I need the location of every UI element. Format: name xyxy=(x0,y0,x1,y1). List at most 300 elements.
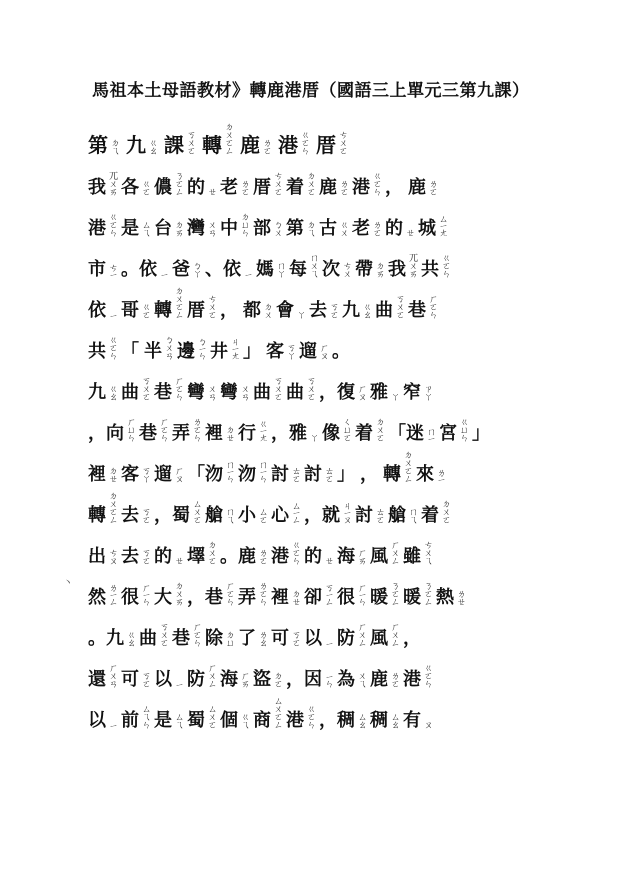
hanzi-glyph: 港 xyxy=(403,669,421,690)
hanzi-glyph: 客 xyxy=(121,464,139,485)
zhuyin-annotation: ㄙㄧㄤ xyxy=(437,213,447,236)
glyph-with-zhuyin xyxy=(388,419,434,445)
zhuyin-annotation: ㄏㄛㄣ xyxy=(191,622,201,646)
glyph-with-zhuyin xyxy=(304,501,350,527)
hanzi-glyph: 沕 xyxy=(238,464,256,485)
hanzi-glyph: 「沕 xyxy=(187,464,223,485)
zhuyin-annotation: ㄧ xyxy=(323,639,333,646)
zhuyin-annotation: ㄨㄟ xyxy=(356,671,366,687)
hanzi-glyph: 。九 xyxy=(88,628,124,649)
glyph-with-zhuyin xyxy=(154,706,182,732)
zhuyin-annotation: ㄌㄠ xyxy=(257,630,267,646)
glyph-with-zhuyin xyxy=(383,450,411,486)
zhuyin-annotation: ㄍㄛㄣ xyxy=(440,253,450,277)
glyph-with-zhuyin xyxy=(154,460,182,486)
hanzi-glyph: 風 xyxy=(370,628,388,649)
glyph-with-zhuyin xyxy=(88,460,116,486)
glyph-with-zhuyin xyxy=(421,499,449,527)
hanzi-glyph: ，雅 xyxy=(271,423,307,444)
hanzi-glyph: 彎 xyxy=(220,382,238,403)
zhuyin-annotation: ㄝ xyxy=(404,228,414,236)
hanzi-glyph: 帶 xyxy=(355,259,373,280)
glyph-with-zhuyin xyxy=(253,171,281,199)
zhuyin-annotation: ㄉㄨㄛㄥ xyxy=(223,122,233,154)
hanzi-glyph: ，向 xyxy=(88,423,124,444)
zhuyin-annotation: ㄌㄝ xyxy=(455,589,465,605)
glyph-with-zhuyin xyxy=(220,542,266,568)
hanzi-glyph: 行 xyxy=(238,423,256,444)
glyph-with-zhuyin xyxy=(253,376,281,404)
hanzi-glyph: 弄 xyxy=(238,587,256,608)
glyph-with-zhuyin xyxy=(421,253,449,281)
hanzi-glyph: 然 xyxy=(88,587,106,608)
zhuyin-annotation: ㄍㄛㄣ xyxy=(371,171,381,195)
glyph-with-zhuyin xyxy=(238,581,266,609)
hanzi-glyph: 轉 xyxy=(88,505,106,526)
zhuyin-annotation: ㄏㄨㄢ xyxy=(107,663,117,687)
glyph-with-zhuyin xyxy=(88,417,134,445)
glyph-with-zhuyin xyxy=(172,622,200,650)
zhuyin-annotation: ㄚ xyxy=(389,392,399,400)
zhuyin-annotation: ㄏㄞ xyxy=(239,671,249,687)
zhuyin-annotation: ㄎㄛ xyxy=(140,507,150,523)
hanzi-glyph: 轉 xyxy=(383,464,401,485)
text-line xyxy=(88,158,538,199)
hanzi-glyph: 」 xyxy=(472,423,490,444)
glyph-with-zhuyin xyxy=(337,583,365,609)
glyph-with-zhuyin xyxy=(88,129,118,158)
hanzi-glyph: 小 xyxy=(238,505,256,526)
text-line xyxy=(88,281,538,322)
hanzi-glyph: ，稠 xyxy=(319,710,355,731)
text-line xyxy=(88,609,538,650)
zhuyin-annotation: ㄙㄨㄛ xyxy=(206,704,216,728)
zhuyin-annotation: ㄫㄨㄞ xyxy=(107,171,117,195)
hanzi-glyph: 半 xyxy=(144,341,162,362)
glyph-with-zhuyin xyxy=(271,624,299,650)
zhuyin-annotation: ㄧ xyxy=(158,270,168,277)
zhuyin-annotation: ㄅㄚ xyxy=(191,261,201,277)
glyph-with-zhuyin xyxy=(370,706,398,732)
hanzi-glyph: 雅 xyxy=(370,382,388,403)
hanzi-glyph: 老 xyxy=(352,218,370,239)
hanzi-glyph: 轉 xyxy=(202,133,222,157)
glyph-with-zhuyin xyxy=(403,540,431,568)
zhuyin-annotation: ㄧ xyxy=(107,311,117,318)
hanzi-glyph: 很 xyxy=(121,587,139,608)
hanzi-glyph: 」 xyxy=(243,341,261,362)
glyph-with-zhuyin xyxy=(177,337,205,363)
lesson-title xyxy=(88,118,538,158)
hanzi-glyph: 港 xyxy=(278,133,298,157)
hanzi-glyph: ，復 xyxy=(319,382,355,403)
zhuyin-annotation: ㄇㄚ xyxy=(275,261,285,277)
zhuyin-annotation: ㄉㄞ xyxy=(173,220,183,236)
hanzi-glyph: 弄 xyxy=(172,423,190,444)
zhuyin-annotation: ㄧ xyxy=(107,721,117,728)
zhuyin-annotation: ㄙㄨㄛㄥ xyxy=(272,696,282,728)
zhuyin-annotation: ㄇㄟ xyxy=(407,507,417,523)
hanzi-glyph: 來 xyxy=(416,464,434,485)
hanzi-glyph: 厝 xyxy=(187,300,205,321)
glyph-with-zhuyin xyxy=(352,171,380,199)
hanzi-glyph: 去 xyxy=(121,546,139,567)
zhuyin-annotation: ㄍㄠ xyxy=(147,138,157,154)
zhuyin-annotation: ㄎㄨㄛ xyxy=(394,294,404,318)
hanzi-glyph: 討 xyxy=(271,464,289,485)
zhuyin-annotation: ㄙㄠ xyxy=(389,712,399,728)
glyph-with-zhuyin xyxy=(304,624,332,650)
hanzi-glyph: 曲 xyxy=(253,382,271,403)
glyph-with-zhuyin xyxy=(304,583,332,609)
glyph-with-zhuyin xyxy=(319,173,347,199)
glyph-with-zhuyin xyxy=(220,665,248,691)
hanzi-glyph: 心 xyxy=(271,505,289,526)
hanzi-glyph: 巷 xyxy=(408,300,426,321)
zhuyin-annotation: ㄨㄢ xyxy=(239,384,249,400)
glyph-with-zhuyin xyxy=(370,665,398,691)
hanzi-glyph: 討 xyxy=(355,505,373,526)
hanzi-glyph: 都 xyxy=(243,300,261,321)
punctuation xyxy=(472,419,490,445)
hanzi-glyph: ，就 xyxy=(304,505,340,526)
zhuyin-annotation: ㄋㄛㄥ xyxy=(422,581,432,605)
punctuation xyxy=(403,624,421,650)
glyph-with-zhuyin xyxy=(388,253,416,281)
zhuyin-annotation: ㄏㄩㄣ xyxy=(125,417,135,441)
glyph-with-zhuyin xyxy=(205,624,233,650)
zhuyin-annotation: ㄍㄠ xyxy=(361,302,371,318)
glyph-with-zhuyin xyxy=(439,417,467,445)
glyph-with-zhuyin xyxy=(187,460,233,486)
zhuyin-annotation: ㄏㄞ xyxy=(356,548,366,564)
zhuyin-annotation: ㄏㄛㄣ xyxy=(158,417,168,441)
punctuation xyxy=(385,173,403,199)
glyph-with-zhuyin xyxy=(238,460,266,486)
glyph-with-zhuyin xyxy=(126,129,156,158)
hanzi-glyph: 以 xyxy=(154,669,172,690)
hanzi-glyph: 共 xyxy=(88,341,106,362)
glyph-with-zhuyin xyxy=(187,663,215,691)
hanzi-glyph: ， xyxy=(385,177,403,198)
glyph-with-zhuyin xyxy=(172,417,200,445)
glyph-with-zhuyin xyxy=(121,255,167,281)
zhuyin-annotation: ㄐㄧㄡ xyxy=(341,500,351,523)
text-line xyxy=(88,240,538,281)
glyph-with-zhuyin xyxy=(187,214,215,240)
hanzi-glyph: 海 xyxy=(220,669,238,690)
stray-mark: 丶 xyxy=(63,578,73,589)
glyph-with-zhuyin xyxy=(121,665,149,691)
glyph-with-zhuyin xyxy=(355,417,383,445)
hanzi-glyph: 的 xyxy=(154,546,172,567)
zhuyin-annotation: ㄉㄨ xyxy=(262,302,272,318)
zhuyin-annotation: ㄉㄨㄛㄥ xyxy=(107,491,117,523)
glyph-with-zhuyin xyxy=(337,622,365,650)
glyph-with-zhuyin xyxy=(304,542,332,568)
glyph-with-zhuyin xyxy=(253,214,281,240)
glyph-with-zhuyin xyxy=(286,376,314,404)
glyph-with-zhuyin xyxy=(370,378,398,404)
zhuyin-annotation: ㄍㄛㄣ xyxy=(107,335,117,359)
hanzi-glyph: 會 xyxy=(276,300,294,321)
hanzi-glyph: 巷 xyxy=(172,628,190,649)
zhuyin-annotation: ㄏㄛㄣ xyxy=(173,376,183,400)
glyph-with-zhuyin xyxy=(187,704,215,732)
glyph-with-zhuyin xyxy=(121,173,149,199)
glyph-with-zhuyin xyxy=(355,255,383,281)
hanzi-glyph: 是 xyxy=(154,710,172,731)
hanzi-glyph: 曲 xyxy=(375,300,393,321)
zhuyin-annotation: ㄏㄨㄥ xyxy=(356,622,366,646)
zhuyin-annotation: ㄉㄨㄛㄥ xyxy=(402,450,412,482)
zhuyin-annotation: ㄚ xyxy=(295,310,305,318)
zhuyin-annotation: ㄍㄟ xyxy=(239,712,249,728)
glyph-with-zhuyin xyxy=(187,540,215,568)
glyph-with-zhuyin xyxy=(403,581,431,609)
glyph-with-zhuyin xyxy=(408,294,436,322)
hanzi-glyph: 討 xyxy=(304,464,322,485)
hanzi-glyph: 「迷 xyxy=(388,423,424,444)
hanzi-glyph: 老 xyxy=(220,177,238,198)
hanzi-glyph: 稠 xyxy=(370,710,388,731)
zhuyin-annotation: ㄇㄟ xyxy=(224,507,234,523)
zhuyin-annotation: ㄅㄧㄣ xyxy=(196,336,206,359)
glyph-with-zhuyin xyxy=(403,663,431,691)
glyph-with-zhuyin xyxy=(286,171,314,199)
zhuyin-annotation: ㄋㄛㄥ xyxy=(389,581,399,605)
glyph-with-zhuyin xyxy=(276,296,304,322)
glyph-with-zhuyin xyxy=(370,622,398,650)
hanzi-glyph: 港 xyxy=(286,710,304,731)
glyph-with-zhuyin xyxy=(370,540,398,568)
zhuyin-annotation: ㄎㄨㄛ xyxy=(272,376,282,400)
hanzi-glyph: 厝 xyxy=(316,133,336,157)
zhuyin-annotation: ㄅㄨㄢ xyxy=(163,335,173,359)
punctuation xyxy=(337,460,355,486)
zhuyin-annotation: ㄎㄚ xyxy=(140,466,150,482)
zhuyin-annotation: ㄊㄛ xyxy=(290,466,300,482)
hanzi-glyph: 前 xyxy=(121,710,139,731)
hanzi-glyph: 裡 xyxy=(271,587,289,608)
hanzi-glyph: 我 xyxy=(88,177,106,198)
text-line xyxy=(88,404,538,445)
hanzi-glyph: 第 xyxy=(88,133,108,157)
glyph-with-zhuyin xyxy=(319,706,365,732)
hanzi-glyph: 大 xyxy=(154,587,172,608)
hanzi-glyph: 着 xyxy=(421,505,439,526)
zhuyin-annotation: ㄚ xyxy=(308,433,318,441)
hanzi-glyph: 卻 xyxy=(304,587,322,608)
hanzi-glyph: 轉 xyxy=(154,300,172,321)
hanzi-glyph: 次 xyxy=(322,259,340,280)
glyph-with-zhuyin xyxy=(121,460,149,486)
glyph-with-zhuyin xyxy=(187,173,215,199)
zhuyin-annotation: ㄫㄨㄞ xyxy=(407,253,417,277)
hanzi-glyph: 。 xyxy=(332,341,350,362)
hanzi-glyph: 媽 xyxy=(256,259,274,280)
hanzi-glyph: 哥 xyxy=(121,300,139,321)
hanzi-glyph: 九 xyxy=(126,133,146,157)
hanzi-glyph: 的 xyxy=(187,177,205,198)
hanzi-glyph: 巷 xyxy=(139,423,157,444)
zhuyin-annotation: ㄌㄧ xyxy=(435,467,445,482)
zhuyin-annotation: ㄙㄧㄥ xyxy=(290,500,300,523)
glyph-with-zhuyin xyxy=(370,581,398,609)
hanzi-glyph: 暖 xyxy=(370,587,388,608)
hanzi-glyph: 鹿 xyxy=(240,133,260,157)
glyph-with-zhuyin xyxy=(271,460,299,486)
hanzi-glyph: 像 xyxy=(322,423,340,444)
zhuyin-annotation: ㄨㄢ xyxy=(206,220,216,236)
zhuyin-annotation: ㄌㄧㄥ xyxy=(107,582,117,605)
glyph-with-zhuyin xyxy=(337,542,365,568)
zhuyin-annotation: ㄍㄛㄣ xyxy=(299,130,309,154)
zhuyin-annotation: ㄙㄠ xyxy=(356,712,366,728)
zhuyin-annotation: ㄉㄨㄛ xyxy=(440,499,450,523)
zhuyin-annotation: ㄉㄝ xyxy=(224,425,234,441)
glyph-with-zhuyin xyxy=(342,296,370,322)
zhuyin-annotation: ㄌㄛ xyxy=(239,179,249,195)
zhuyin-annotation: ㄍㄩㄣ xyxy=(458,417,468,441)
glyph-with-zhuyin xyxy=(210,337,238,363)
glyph-with-zhuyin xyxy=(139,417,167,445)
hanzi-glyph: 有 xyxy=(403,710,421,731)
zhuyin-annotation: ㄍㄛㄣ xyxy=(305,704,315,728)
glyph-with-zhuyin xyxy=(385,214,413,240)
glyph-with-zhuyin xyxy=(205,501,233,527)
glyph-with-zhuyin xyxy=(220,212,248,240)
punctuation xyxy=(360,460,378,486)
glyph-with-zhuyin xyxy=(88,706,116,732)
punctuation xyxy=(243,337,261,363)
hanzi-glyph: 港 xyxy=(88,218,106,239)
glyph-with-zhuyin xyxy=(319,378,365,404)
hanzi-glyph: 艙 xyxy=(205,505,223,526)
zhuyin-annotation: ㄌㄛ xyxy=(261,138,271,154)
hanzi-glyph: 鹿 xyxy=(319,177,337,198)
hanzi-glyph: 去 xyxy=(309,300,327,321)
glyph-with-zhuyin xyxy=(121,704,149,732)
hanzi-glyph: 裡 xyxy=(88,464,106,485)
hanzi-glyph: 為 xyxy=(337,669,355,690)
zhuyin-annotation: ㄍㄧㄤ xyxy=(257,418,267,441)
zhuyin-annotation: ㄍㄛㄣ xyxy=(290,540,300,564)
glyph-with-zhuyin xyxy=(316,129,346,158)
hanzi-glyph: 港 xyxy=(352,177,370,198)
hanzi-glyph: 九 xyxy=(88,382,106,403)
zhuyin-annotation: ㄙㄟㄣ xyxy=(140,704,150,728)
punctuation xyxy=(332,337,350,363)
hanzi-glyph: 井 xyxy=(210,341,228,362)
zhuyin-annotation: ㄉㄝ xyxy=(107,466,117,482)
hanzi-glyph: 防 xyxy=(187,669,205,690)
glyph-with-zhuyin xyxy=(243,296,271,322)
glyph-with-zhuyin xyxy=(154,542,182,568)
hanzi-glyph: 去 xyxy=(121,505,139,526)
hanzi-glyph: 中 xyxy=(220,218,238,239)
zhuyin-annotation: ㄏㄡ xyxy=(356,384,366,400)
hanzi-glyph: 着 xyxy=(355,423,373,444)
hanzi-glyph: 是 xyxy=(121,218,139,239)
hanzi-glyph: 曲 xyxy=(139,628,157,649)
text-line xyxy=(88,486,538,527)
hanzi-glyph: 出 xyxy=(88,546,106,567)
glyph-with-zhuyin xyxy=(238,624,266,650)
glyph-with-zhuyin xyxy=(309,296,337,322)
glyph-with-zhuyin xyxy=(187,581,233,609)
glyph-with-zhuyin xyxy=(154,376,182,404)
zhuyin-annotation: ㄇㄧㄣ xyxy=(257,459,267,482)
hanzi-glyph: 暖 xyxy=(403,587,421,608)
glyph-with-zhuyin xyxy=(286,704,314,732)
glyph-with-zhuyin xyxy=(436,583,464,609)
zhuyin-annotation: ㄉㄛ xyxy=(272,671,282,687)
text-line xyxy=(88,691,538,732)
glyph-with-zhuyin xyxy=(164,129,194,158)
zhuyin-annotation: ㄘㄡ xyxy=(107,548,117,564)
hanzi-glyph: 風 xyxy=(370,546,388,567)
punctuation xyxy=(220,296,238,322)
glyph-with-zhuyin xyxy=(154,499,200,527)
hanzi-glyph: 曲 xyxy=(121,382,139,403)
glyph-with-zhuyin xyxy=(220,378,248,404)
hanzi-glyph: 窄 xyxy=(403,382,421,403)
zhuyin-annotation: ㄍㄠ xyxy=(107,384,117,400)
glyph-with-zhuyin xyxy=(286,214,314,240)
zhuyin-annotation: ㄎㄚ xyxy=(285,343,295,359)
glyph-with-zhuyin xyxy=(355,501,383,527)
zhuyin-annotation: ㄎㄧㄥ xyxy=(323,582,333,605)
glyph-with-zhuyin xyxy=(271,419,317,445)
glyph-with-zhuyin xyxy=(266,337,294,363)
hanzi-glyph: 彎 xyxy=(187,382,205,403)
hanzi-glyph: 儂 xyxy=(154,177,172,198)
hanzi-glyph: 着 xyxy=(286,177,304,198)
zhuyin-annotation: ㄏㄧㄣ xyxy=(356,582,366,605)
hanzi-glyph: 以 xyxy=(88,710,106,731)
glyph-with-zhuyin xyxy=(202,122,232,158)
hanzi-glyph: 遛 xyxy=(299,341,317,362)
zhuyin-annotation: ㄉㄟ xyxy=(305,220,315,236)
hanzi-glyph: 部 xyxy=(253,218,271,239)
zhuyin-annotation: ㄘㄨ xyxy=(341,261,351,277)
glyph-with-zhuyin xyxy=(121,296,149,322)
glyph-with-zhuyin xyxy=(388,501,416,527)
glyph-with-zhuyin xyxy=(88,255,116,281)
text-line xyxy=(88,445,538,486)
glyph-with-zhuyin xyxy=(403,706,431,732)
zhuyin-annotation: ㄌㄛ xyxy=(371,220,381,236)
zhuyin-annotation: ㄧ xyxy=(173,680,183,687)
zhuyin-annotation: ㄎㄨㄛ xyxy=(158,622,168,646)
zhuyin-annotation: ㄉㄨㄞ xyxy=(173,581,183,605)
hanzi-glyph: 課 xyxy=(164,133,184,157)
hanzi-glyph: 市 xyxy=(88,259,106,280)
zhuyin-annotation: ㄘㄨㄛ xyxy=(337,130,347,154)
zhuyin-annotation: ㄏㄡ xyxy=(318,343,328,359)
hanzi-glyph: ， xyxy=(360,464,378,485)
hanzi-glyph: 」 xyxy=(337,464,355,485)
glyph-with-zhuyin xyxy=(88,212,116,240)
zhuyin-annotation: ㄎㄛ xyxy=(140,671,150,687)
hanzi-glyph: ， xyxy=(220,300,238,321)
zhuyin-annotation: ㄉㄨㄛ xyxy=(374,417,384,441)
glyph-with-zhuyin xyxy=(121,542,149,568)
glyph-with-zhuyin xyxy=(253,665,281,691)
zhuyin-annotation: ㄏㄛㄣ xyxy=(427,294,437,318)
text-line xyxy=(88,199,538,240)
